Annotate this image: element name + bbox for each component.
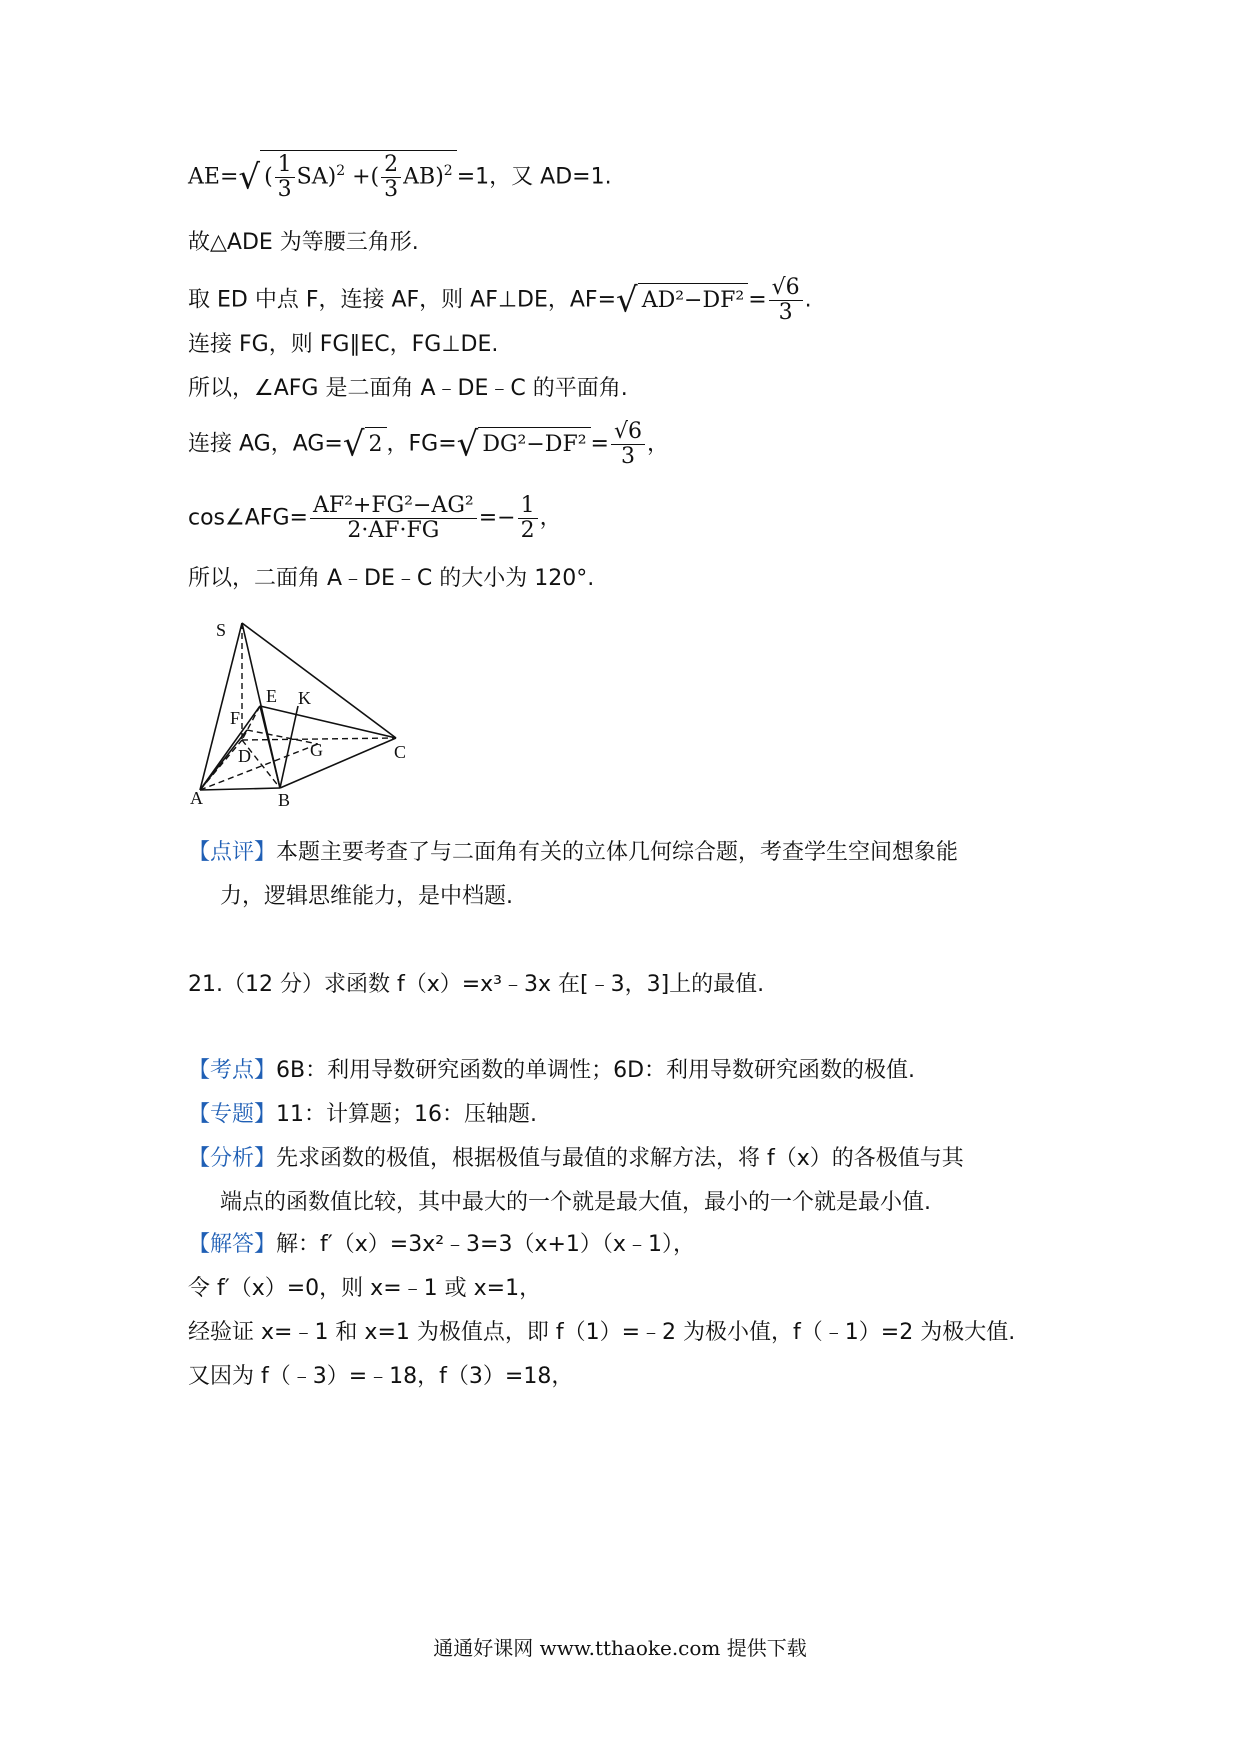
plus: +( bbox=[352, 164, 380, 190]
line-cos: cos∠AFG= $\frac{\text{AF²+FG²−AG²}}{2\cdot AF\cdot FG}$ =− $\frac{1}{2}$ ， bbox=[188, 493, 562, 543]
af-radicand: AD²−DF² bbox=[638, 283, 749, 316]
jieda-tag: 【解答】 bbox=[188, 1232, 277, 1257]
jieda-text: 解：f′（x）=3x²﹣3=3（x+1）（x﹣1）， bbox=[276, 1232, 695, 1257]
line-ag: 连接 AG，AG=√ 2 ，FG=√ DG²−DF² = $\frac{√6}{3}$ ， bbox=[188, 419, 670, 469]
sqrt-sign: √ bbox=[456, 424, 479, 465]
kaodian-line bbox=[188, 1056, 915, 1086]
frac-sqrt6-3 bbox=[769, 276, 803, 325]
question-21: 21.（12 分）求函数 f（x）=x³﹣3x 在[﹣3，3]上的最值. bbox=[188, 972, 765, 997]
ag-radicand: 2 bbox=[365, 427, 387, 460]
fenxi-line-2: 端点的函数值比较，其中最大的一个就是最大值，最小的一个就是最小值. bbox=[220, 1190, 931, 1215]
line-isosceles: 故△ADE 为等腰三角形. bbox=[188, 230, 419, 255]
line-result: 所以，二面角 A﹣DE﹣C 的大小为 120°. bbox=[188, 566, 595, 591]
exp: 2 bbox=[443, 163, 453, 180]
comment-text-1: 本题主要考查了与二面角有关的立体几何综合题，考查学生空间想象能 bbox=[276, 840, 959, 865]
sqrt-sign: √ bbox=[616, 280, 638, 321]
den: 3 bbox=[277, 177, 292, 202]
label-d: D bbox=[238, 746, 251, 766]
frac-sqrt6-3 bbox=[611, 420, 645, 469]
frac-cos bbox=[310, 494, 477, 543]
zhuanti-tag: 【专题】 bbox=[188, 1102, 277, 1127]
af-prefix: 取 ED 中点 F，连接 AF，则 AF⊥DE，AF= bbox=[188, 287, 617, 313]
den: 2 bbox=[520, 518, 535, 543]
label-e: E bbox=[266, 686, 277, 706]
den: 2·AF·FG bbox=[347, 518, 440, 543]
edge-kb bbox=[280, 706, 298, 788]
num: √6 bbox=[611, 420, 645, 445]
edge-ed bbox=[242, 706, 260, 740]
den: 3 bbox=[384, 177, 399, 202]
fenxi-text-1: 先求函数的极值，根据极值与最值的求解方法，将 f（x）的各极值与其 bbox=[276, 1146, 964, 1171]
solution-line-4: 又因为 f（﹣3）=﹣18，f（3）=18， bbox=[188, 1364, 574, 1389]
edge-ab bbox=[200, 788, 280, 790]
sqrt-sign: √ bbox=[238, 157, 261, 198]
solution-line-2: 令 f′（x）=0，则 x=﹣1 或 x=1， bbox=[188, 1276, 542, 1301]
line-af: 取 ED 中点 F，连接 AF，则 AF⊥DE，AF=√ AD²−DF² = $\frac{√6}{3}$ . bbox=[188, 275, 812, 325]
fenxi-tag: 【分析】 bbox=[188, 1146, 277, 1171]
comment-line-2: 力，逻辑思维能力，是中档题. bbox=[220, 884, 513, 909]
kaodian-text: 6B：利用导数研究函数的单调性；6D：利用导数研究函数的极值. bbox=[276, 1058, 916, 1083]
solution-line-3: 经验证 x=﹣1 和 x=1 为极值点，即 f（1）=﹣2 为极小值，f（﹣1）=2 为极大值. bbox=[188, 1320, 1016, 1345]
cos-prefix: cos∠AFG= bbox=[188, 505, 308, 531]
line-plane-angle: 所以，∠AFG 是二面角 A﹣DE﹣C 的平面角. bbox=[188, 376, 628, 401]
line-fg: 连接 FG，则 FG∥EC，FG⊥DE. bbox=[188, 332, 499, 357]
comment-tag: 【点评】 bbox=[188, 840, 277, 865]
pyramid-figure bbox=[190, 610, 470, 820]
num: √6 bbox=[769, 276, 803, 301]
label-s: S bbox=[216, 620, 227, 640]
label-f: F bbox=[230, 708, 241, 728]
frac-half bbox=[518, 494, 538, 543]
exp: 2 bbox=[336, 163, 346, 180]
label-g: G bbox=[310, 740, 323, 760]
ae-radicand bbox=[260, 150, 457, 202]
ae-label: AE= bbox=[188, 164, 239, 190]
label-c: C bbox=[394, 742, 407, 762]
num: AF²+FG²−AG² bbox=[310, 494, 477, 519]
num: 1 bbox=[275, 153, 295, 178]
num: 2 bbox=[381, 153, 401, 178]
den: 3 bbox=[620, 444, 635, 469]
kaodian-tag: 【考点】 bbox=[188, 1058, 277, 1083]
comment-line-1 bbox=[188, 838, 958, 868]
jieda-line bbox=[188, 1230, 695, 1260]
ag-prefix: 连接 AG，AG= bbox=[188, 431, 343, 457]
ab-text: AB) bbox=[403, 164, 444, 190]
neg: =− bbox=[478, 505, 516, 531]
label-a: A bbox=[190, 788, 203, 808]
edge-bc bbox=[280, 738, 396, 788]
edge-fg bbox=[247, 730, 318, 744]
page-footer: 通通好课网 www.tthaoke.com 提供下载 bbox=[433, 1636, 807, 1660]
sa-text: SA) bbox=[296, 164, 337, 190]
fenxi-line-1 bbox=[188, 1144, 964, 1174]
label-k: K bbox=[298, 688, 311, 708]
label-b: B bbox=[278, 790, 291, 810]
ae-formula bbox=[188, 150, 612, 202]
frac-two-thirds bbox=[381, 153, 401, 202]
num: 1 bbox=[518, 494, 538, 519]
fg-radicand: DG²−DF² bbox=[478, 427, 590, 460]
sqrt-sign: √ bbox=[342, 424, 365, 465]
fg-label: ，FG= bbox=[386, 431, 457, 457]
zhuanti-line bbox=[188, 1100, 537, 1130]
den: 3 bbox=[778, 300, 793, 325]
paren: ( bbox=[264, 164, 273, 190]
zhuanti-text: 11：计算题；16：压轴题. bbox=[276, 1102, 537, 1127]
frac-one-third bbox=[275, 153, 295, 202]
ae-tail: =1，又 AD=1. bbox=[456, 164, 612, 190]
